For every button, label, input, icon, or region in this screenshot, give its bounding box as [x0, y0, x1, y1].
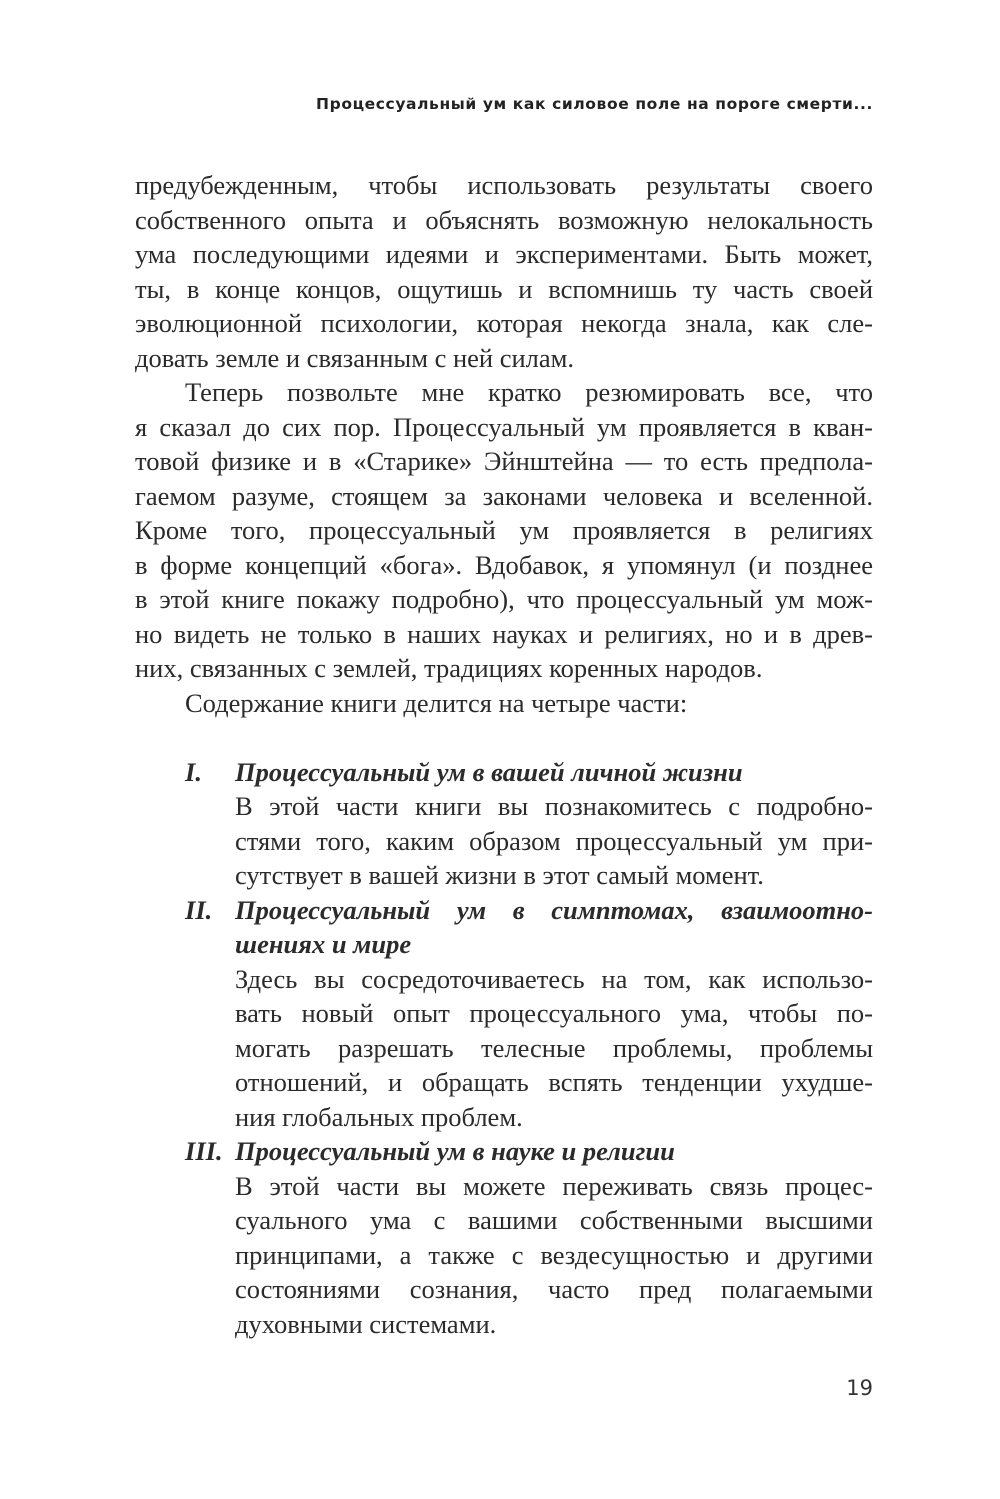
part-title [135, 927, 873, 962]
part-title-line: Процессуальный ум в симптомах, взаимоотно- [235, 894, 873, 925]
part-title-line: Процессуальный ум в вашей личной жизни [235, 756, 743, 787]
paragraph [135, 168, 873, 375]
part-item [135, 755, 873, 893]
text-line: ума последующими идеями и экспериментами. Быть может, [135, 239, 873, 269]
part-title-line: Процессуальный ум в науке и религии [235, 1136, 675, 1166]
text-line: Здесь вы сосредоточиваетесь на том, как использо- [235, 963, 873, 994]
text-line: В этой части вы можете переживать связь процес- [235, 1170, 873, 1201]
text-line: принципами, а также с вездесущностью и другими [235, 1239, 873, 1270]
text-line: товой физике и в «Старике» Эйнштейна — то есть предпола- [135, 446, 873, 476]
paragraph [135, 686, 873, 721]
page-number: 19 [846, 1376, 873, 1400]
text-line: в форме концепций «бога». Вдобавок, я упомянул (и позднее [135, 549, 873, 580]
part-item [135, 1134, 873, 1341]
part-number: II. [185, 894, 213, 925]
text-line: Содержание книги делится на четыре части: [185, 687, 688, 718]
text-line: могать разрешать телесные проблемы, проблемы [235, 1032, 873, 1063]
part-number: III. [185, 1136, 223, 1166]
text-line: Теперь позвольте мне кратко резюмировать все, что [185, 377, 873, 407]
part-title [135, 893, 873, 928]
text-line: стями того, каким образом процессуальный ум при- [235, 825, 873, 856]
part-item [135, 893, 873, 1135]
blank-line [135, 720, 873, 755]
text-line: я сказал до сих пор. Процессуальный ум проявляется в кван- [135, 411, 873, 442]
text-line: но видеть не только в наших науках и религиях, но и в древ- [135, 618, 873, 649]
text-line: состояниями сознания, часто пред полагаемыми [235, 1274, 873, 1304]
text-line: довать земле и связанным с ней силам. [135, 342, 575, 373]
text-line: предубежденным, чтобы использовать результаты своего [135, 170, 873, 200]
text-line: гаемом разуме, стоящем за законами человека и вселенной. [135, 480, 873, 511]
text-line: ты, в конце концов, ощутишь и вспомнишь ту часть своей [135, 273, 873, 304]
text-line: эволюционной психологии, которая некогда знала, как сле- [135, 308, 873, 338]
part-title-line: шениях и мире [235, 929, 412, 959]
text-line: суального ума с вашими собственными высшими [235, 1205, 873, 1235]
text-line: Кроме того, процессуальный ум проявляется в религиях [135, 515, 873, 545]
part-number [185, 927, 235, 962]
part-number: I. [185, 756, 202, 787]
text-line: них, связанных с землей, традициях коренных народов. [135, 653, 763, 683]
text-line: в этой книге покажу подробно), что процессуальный ум мож- [135, 584, 873, 614]
page-body [135, 168, 873, 1341]
part-title [135, 1134, 873, 1169]
text-line: ния глобальных проблем. [235, 1101, 523, 1132]
running-header: Процессуальный ум как силовое поле на пороге смерти... [316, 95, 873, 113]
text-line: вать новый опыт процессуального ума, чтобы по- [235, 998, 873, 1028]
paragraph [135, 375, 873, 686]
text-line: сутствует в вашей жизни в этот самый момент. [235, 860, 764, 890]
text-line: собственного опыта и объяснять возможную нелокальность [135, 204, 873, 235]
part-title [135, 755, 873, 790]
text-line: духовными системами. [235, 1308, 497, 1339]
text-line: отношений, и обращать вспять тенденции ухудше- [235, 1067, 873, 1097]
text-line: В этой части книги вы познакомитесь с подробно- [235, 791, 873, 821]
